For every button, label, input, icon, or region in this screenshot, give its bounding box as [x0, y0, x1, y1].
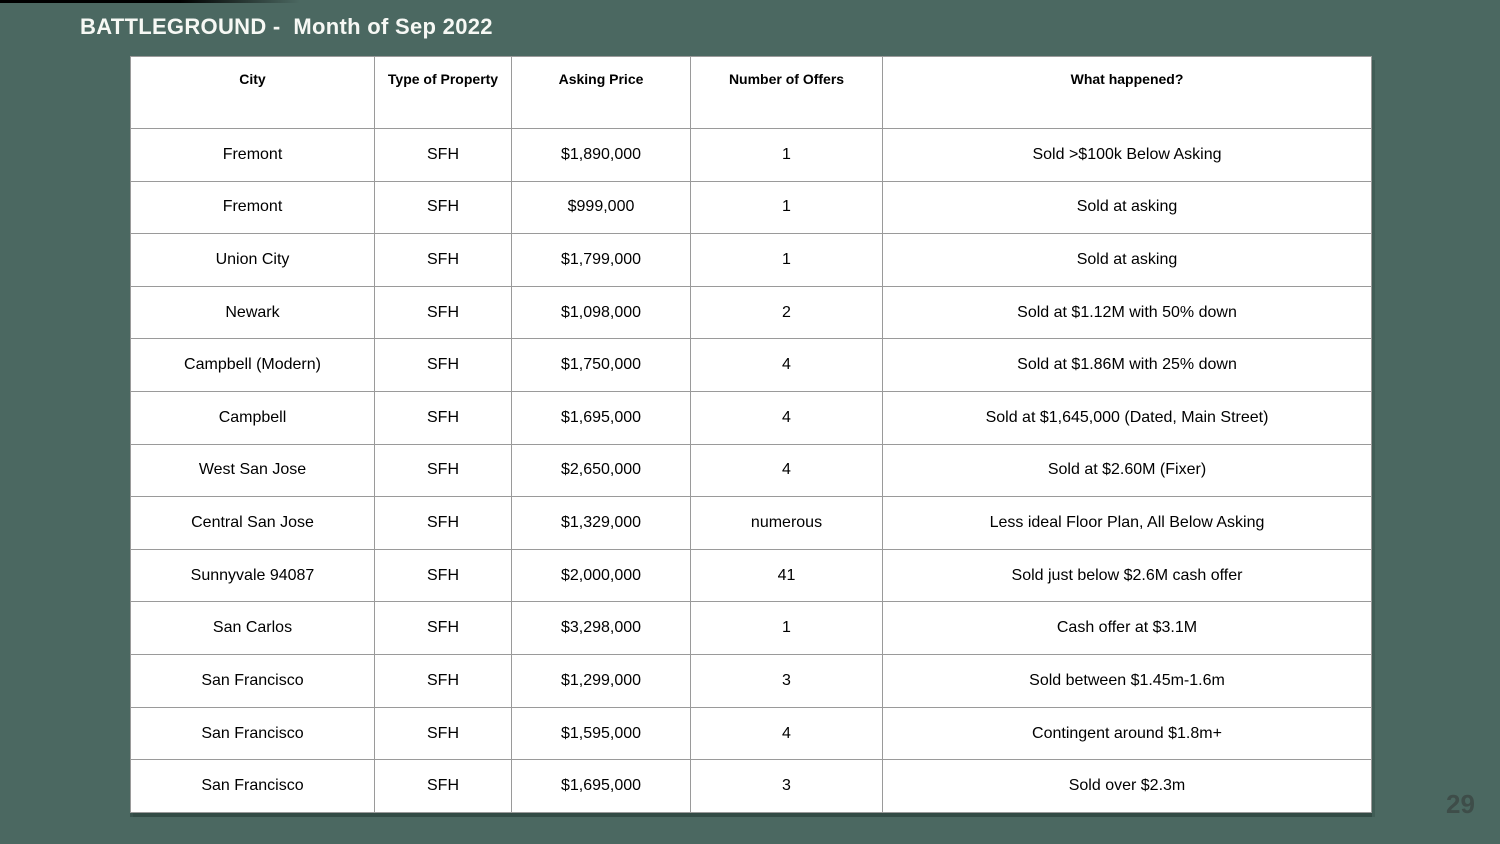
- table-cell: 3: [691, 760, 883, 813]
- table-row: [131, 339, 1372, 392]
- table-header-row: [131, 57, 1372, 129]
- table-cell: 1: [691, 234, 883, 287]
- table-row: [131, 234, 1372, 287]
- column-header-0: City: [131, 57, 375, 129]
- table-cell: Central San Jose: [131, 497, 375, 550]
- table-cell: $1,890,000: [512, 129, 691, 182]
- top-edge-artifact: [0, 0, 300, 3]
- table-cell: Newark: [131, 286, 375, 339]
- table-row: [131, 444, 1372, 497]
- table-cell: Contingent around $1.8m+: [883, 707, 1372, 760]
- table-cell: Sold >$100k Below Asking: [883, 129, 1372, 182]
- table-cell: SFH: [375, 602, 512, 655]
- table-cell: Campbell: [131, 392, 375, 445]
- table-cell: $999,000: [512, 181, 691, 234]
- table-cell: $2,650,000: [512, 444, 691, 497]
- page-number: 29: [1446, 789, 1475, 819]
- table-cell: $1,695,000: [512, 760, 691, 813]
- table-row: [131, 655, 1372, 708]
- table-cell: $1,098,000: [512, 286, 691, 339]
- table-cell: 1: [691, 129, 883, 182]
- table-cell: Cash offer at $3.1M: [883, 602, 1372, 655]
- column-header-2: Asking Price: [512, 57, 691, 129]
- table-row: [131, 129, 1372, 182]
- table-row: [131, 286, 1372, 339]
- table-row: [131, 181, 1372, 234]
- table-cell: Sunnyvale 94087: [131, 549, 375, 602]
- table-cell: SFH: [375, 339, 512, 392]
- table-cell: SFH: [375, 497, 512, 550]
- table-cell: $1,695,000: [512, 392, 691, 445]
- table-cell: Sold between $1.45m-1.6m: [883, 655, 1372, 708]
- column-header-3: Number of Offers: [691, 57, 883, 129]
- table-cell: Sold just below $2.6M cash offer: [883, 549, 1372, 602]
- table-row: [131, 707, 1372, 760]
- table-cell: 4: [691, 392, 883, 445]
- table-cell: Sold at $1.12M with 50% down: [883, 286, 1372, 339]
- table-row: [131, 602, 1372, 655]
- slide-title: BATTLEGROUND - Month of Sep 2022: [80, 14, 493, 39]
- table-cell: numerous: [691, 497, 883, 550]
- table-cell: SFH: [375, 655, 512, 708]
- table-cell: Sold at asking: [883, 234, 1372, 287]
- column-header-1: Type of Property: [375, 57, 512, 129]
- table-cell: Campbell (Modern): [131, 339, 375, 392]
- table-cell: San Francisco: [131, 655, 375, 708]
- table-cell: SFH: [375, 234, 512, 287]
- table-cell: San Francisco: [131, 707, 375, 760]
- table-cell: Sold over $2.3m: [883, 760, 1372, 813]
- table-cell: 4: [691, 444, 883, 497]
- table-cell: $1,329,000: [512, 497, 691, 550]
- table-cell: West San Jose: [131, 444, 375, 497]
- table-cell: Sold at $1.86M with 25% down: [883, 339, 1372, 392]
- table-cell: SFH: [375, 760, 512, 813]
- table-cell: SFH: [375, 286, 512, 339]
- table-row: [131, 497, 1372, 550]
- table-cell: 41: [691, 549, 883, 602]
- table-cell: SFH: [375, 392, 512, 445]
- table-cell: $2,000,000: [512, 549, 691, 602]
- table-cell: San Francisco: [131, 760, 375, 813]
- table-cell: 4: [691, 339, 883, 392]
- column-header-4: What happened?: [883, 57, 1372, 129]
- battleground-table: [130, 56, 1372, 813]
- table-cell: Sold at $2.60M (Fixer): [883, 444, 1372, 497]
- table-row: [131, 549, 1372, 602]
- table-row: [131, 760, 1372, 813]
- table-cell: 1: [691, 181, 883, 234]
- table-cell: SFH: [375, 707, 512, 760]
- table-cell: $3,298,000: [512, 602, 691, 655]
- table-cell: San Carlos: [131, 602, 375, 655]
- table-cell: SFH: [375, 181, 512, 234]
- table-cell: Sold at asking: [883, 181, 1372, 234]
- table-cell: Fremont: [131, 181, 375, 234]
- table-cell: $1,595,000: [512, 707, 691, 760]
- table-cell: Union City: [131, 234, 375, 287]
- table-cell: Fremont: [131, 129, 375, 182]
- table-cell: $1,799,000: [512, 234, 691, 287]
- table-cell: 4: [691, 707, 883, 760]
- table-cell: $1,299,000: [512, 655, 691, 708]
- table-cell: SFH: [375, 444, 512, 497]
- table-cell: Sold at $1,645,000 (Dated, Main Street): [883, 392, 1372, 445]
- table-cell: 1: [691, 602, 883, 655]
- table-cell: SFH: [375, 549, 512, 602]
- table-cell: SFH: [375, 129, 512, 182]
- table-cell: Less ideal Floor Plan, All Below Asking: [883, 497, 1372, 550]
- table-cell: $1,750,000: [512, 339, 691, 392]
- table-cell: 3: [691, 655, 883, 708]
- table-cell: 2: [691, 286, 883, 339]
- table-row: [131, 392, 1372, 445]
